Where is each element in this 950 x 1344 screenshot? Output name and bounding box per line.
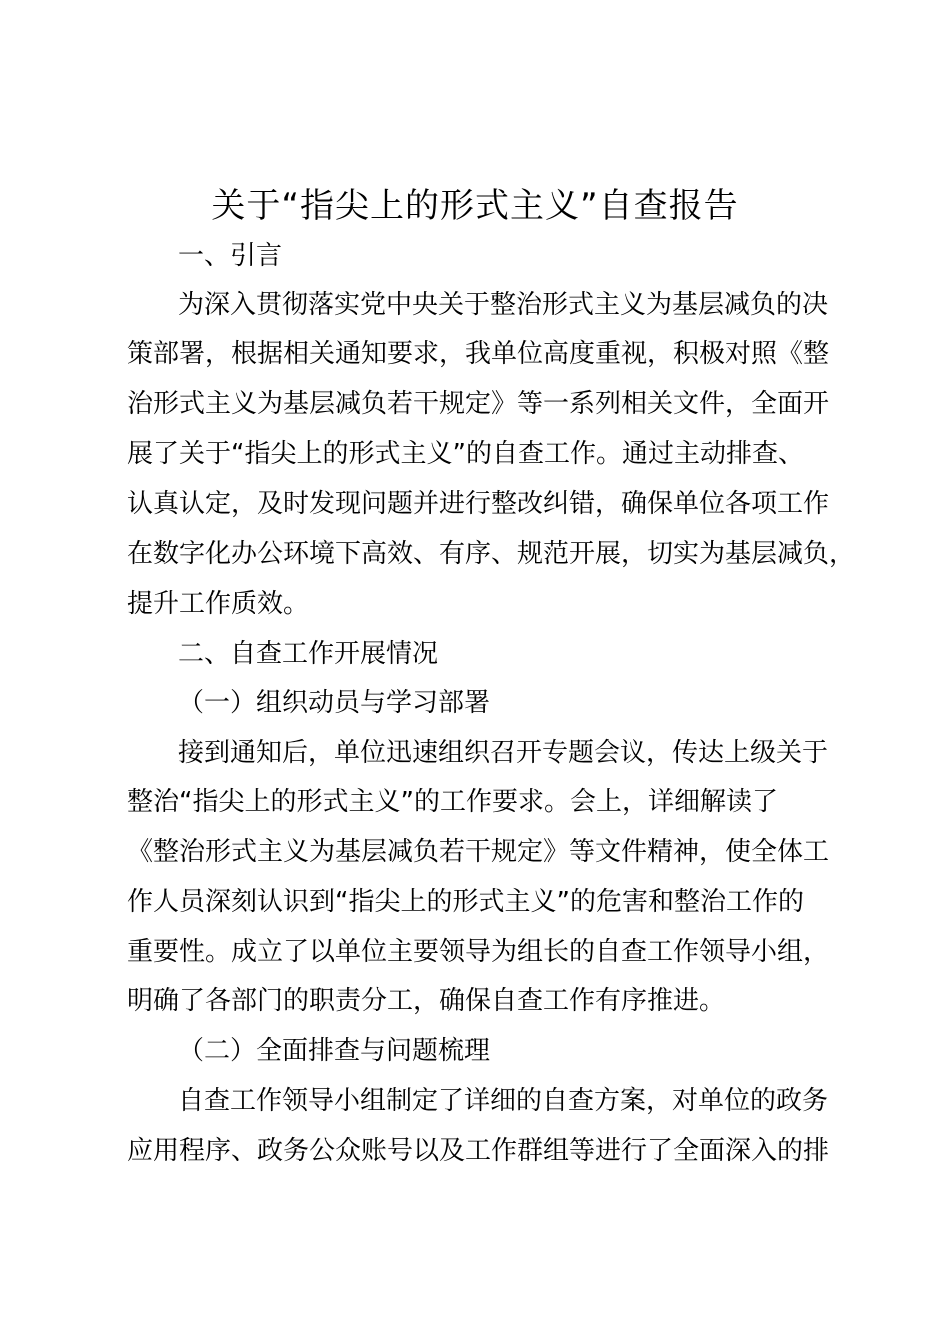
paragraph-line: 为深入贯彻落实党中央关于整治形式主义为基层减负的决 (178, 290, 829, 320)
paragraph-line: 作人员深刻认识到“指尖上的形式主义”的危害和整治工作的 (127, 887, 804, 917)
paragraph-line: 重要性。成立了以单位主要领导为组长的自查工作领导小组， (127, 937, 830, 967)
subsection-heading-inspection: （二）全面排查与问题梳理 (178, 1036, 491, 1066)
paragraph-line: 自查工作领导小组制定了详细的自查方案，对单位的政务 (178, 1086, 829, 1116)
paragraph-line: 应用程序、政务公众账号以及工作群组等进行了全面深入的排 (127, 1136, 830, 1166)
paragraph-line: 策部署，根据相关通知要求，我单位高度重视，积极对照《整 (127, 339, 830, 369)
paragraph-line: 接到通知后，单位迅速组织召开专题会议，传达上级关于 (178, 738, 829, 768)
section-heading-intro: 一、引言 (178, 241, 283, 271)
paragraph-line: 提升工作质效。 (127, 589, 310, 619)
paragraph-line: 整治“指尖上的形式主义”的工作要求。会上，详细解读了 (127, 787, 778, 817)
paragraph-line: 在数字化办公环境下高效、有序、规范开展，切实为基层减负， (127, 539, 856, 569)
paragraph-line: 认真认定，及时发现问题并进行整改纠错，确保单位各项工作 (127, 489, 830, 519)
paragraph-line: 治形式主义为基层减负若干规定》等一系列相关文件，全面开 (127, 389, 830, 419)
document-title: 关于“指尖上的形式主义”自查报告 (211, 186, 739, 226)
paragraph-line: 明确了各部门的职责分工，确保自查工作有序推进。 (127, 986, 726, 1016)
subsection-heading-mobilization: （一）组织动员与学习部署 (178, 688, 491, 718)
section-heading-progress: 二、自查工作开展情况 (178, 639, 439, 669)
paragraph-line: 展了关于“指尖上的形式主义”的自查工作。通过主动排查、 (127, 439, 804, 469)
paragraph-line: 《整治形式主义为基层减负若干规定》等文件精神，使全体工 (127, 837, 830, 867)
